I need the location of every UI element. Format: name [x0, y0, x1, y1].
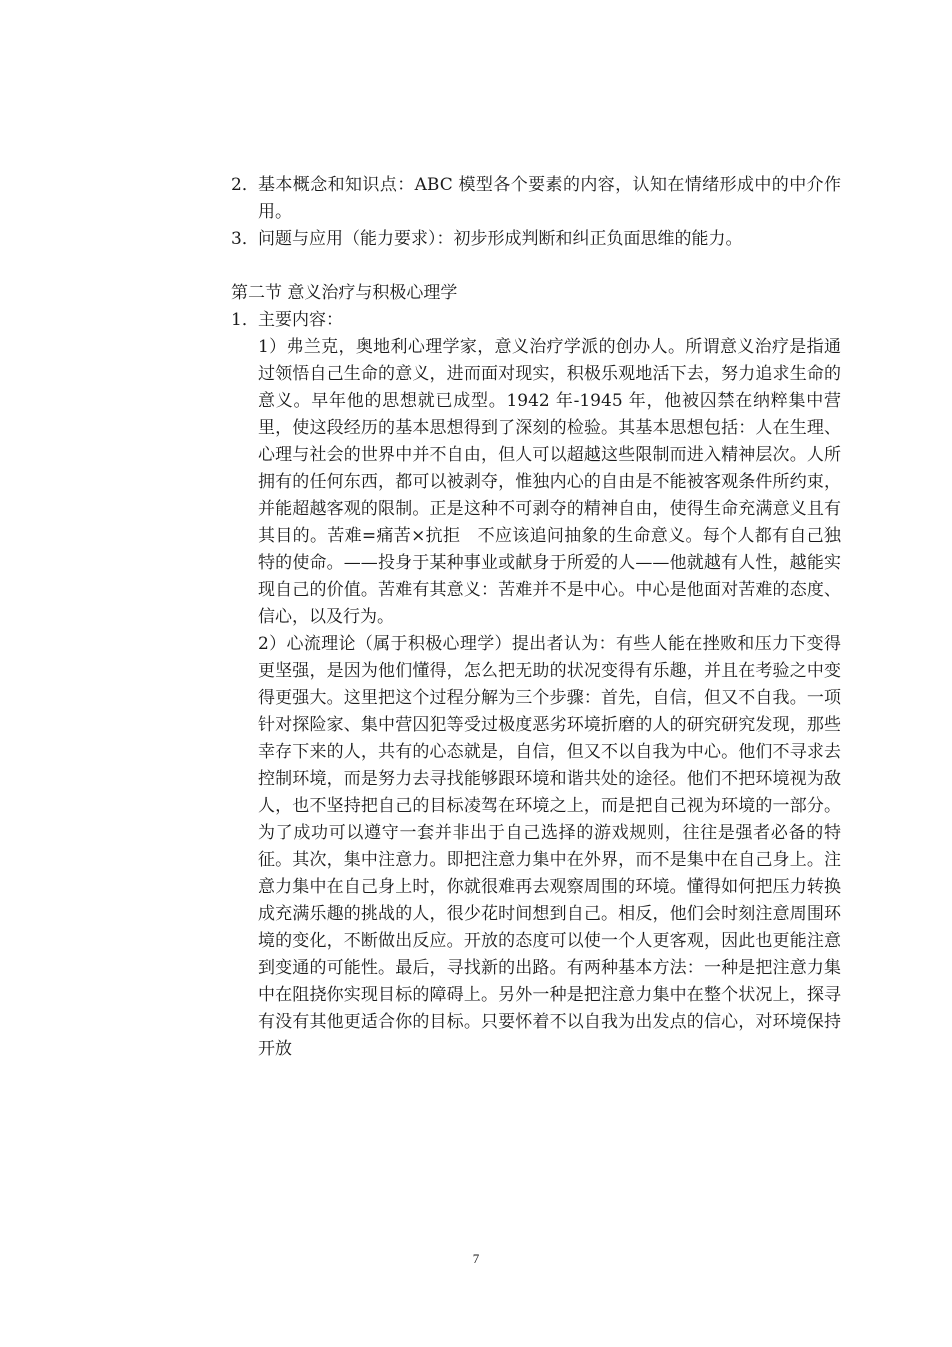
paragraph-flow-theory: 2）心流理论（属于积极心理学）提出者认为：有些人能在挫败和压力下变得更坚强，是因为他们懂得，怎么把无助的状况变得有乐趣，并且在考验之中变得更强大。这里把这个过程分解为三个步骤：首先，自信，但又不自我。一项针对探险家、集中营囚犯等受过极度恶劣环境折磨的人的研究研究发现，那些幸存下来的人，共有的心态就是，自信，但又不以自我为中心。他们不寻求去控制环境，而是努力去寻找能够跟环境和谐共处的途径。他们不把环境视为敌人，也不坚持把自己的目标凌驾在环境之上，而是把自己视为环境的一部分。为了成功可以遵守一套并非出于自己选择的游戏规则，往往是强者必备的特征。其次，集中注意力。即把注意力集中在外界，而不是集中在自己身上。注意力集中在自己身上时，你就很难再去观察周围的环境。懂得如何把压力转换成充满乐趣的挑战的人，很少花时间想到自己。相反，他们会时刻注意周围环境的变化，不断做出反应。开放的态度可以使一个人更客观，因此也更能注意到变通的可能性。最后，寻找新的出路。有两种基本方法：一种是把注意力集中在阻挠你实现目标的障碍上。另外一种是把注意力集中在整个状况上，探寻有没有其他更适合你的目标。只要怀着不以自我为出发点的信心，对环境保持开放 — [258, 634, 841, 1059]
page-number: 7 — [472, 1251, 480, 1266]
list-item-3 — [231, 226, 841, 253]
paragraph-frankl: 1）弗兰克，奥地利心理学家，意义治疗学派的创办人。所谓意义治疗是指通过领悟自己生命的意义，进而面对现实，积极乐观地活下去，努力追求生命的意义。早年他的思想就已成型。1942 年-1945 年，他被囚禁在纳粹集中营里，使这段经历的基本思想得到了深刻的检验。其基本思想包括：人在生理、心理与社会的世界中并不自由，但人可以超越这些限制而进入精神层次。人所拥有的任何东西，都可以被剥夺，惟独内心的自由是不能被客观条件所约束，并能超越客观的限制。正是这种不可剥夺的精神自由，使得生命充满意义且有其目的。苦难=痛苦×抗拒 不应该追问抽象的生命意义。每个人都有自己独特的使命。——投身于某种事业或献身于所爱的人——他就越有人性，越能实现自己的价值。苦难有其意义：苦难并不是中心。中心是他面对苦难的态度、信心，以及行为。 — [258, 337, 841, 627]
list-item-2 — [231, 172, 841, 226]
section-heading: 第二节 意义治疗与积极心理学 — [231, 283, 458, 303]
page-content — [231, 172, 841, 1063]
list-text: 主要内容： — [258, 310, 343, 330]
list-number: 3． — [231, 229, 259, 249]
list-text: 问题与应用（能力要求）：初步形成判断和纠正负面思维的能力。 — [258, 229, 743, 249]
list-item-1 — [231, 307, 841, 334]
list-text: 基本概念和知识点：ABC 模型各个要素的内容，认知在情绪形成中的中介作用。 — [258, 175, 841, 222]
list-number: 2． — [231, 175, 259, 195]
list-number: 1． — [231, 310, 259, 330]
spacer — [231, 253, 841, 280]
